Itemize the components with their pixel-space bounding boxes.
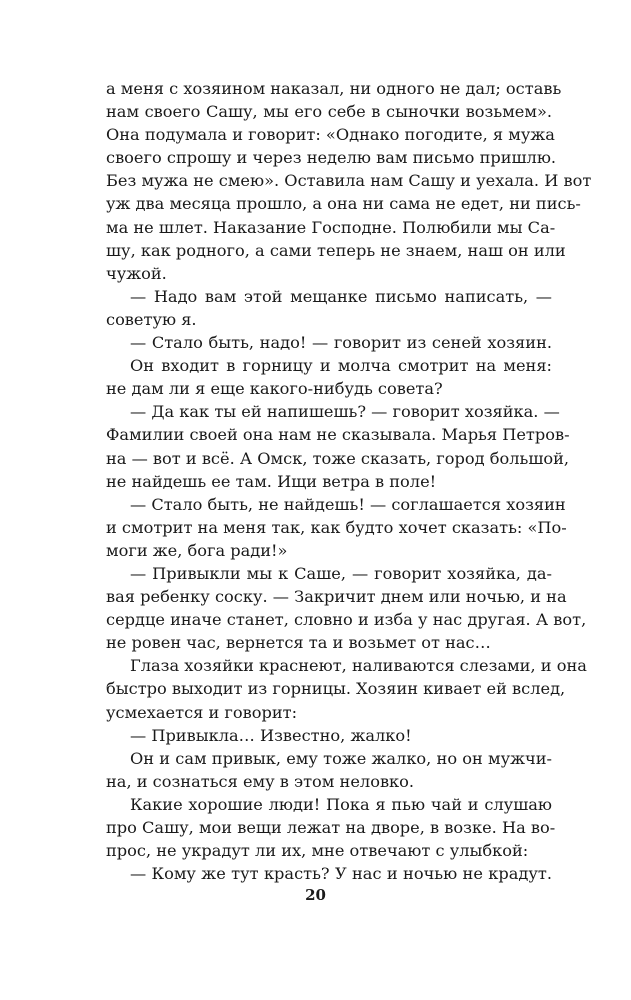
text-line: ма не шлет. Наказание Господне. Полюбили мы Са-	[106, 217, 556, 237]
text-line: уж два месяца прошло, а она ни сама не едет, ни пись-	[106, 194, 581, 214]
text-line: Глаза хозяйки краснеют, наливаются слезами, и она	[130, 656, 587, 676]
text-line: усмехается и говорит:	[106, 702, 298, 722]
text-line: на, и сознаться ему в этом неловко.	[106, 771, 415, 791]
text-line: советую я.	[106, 309, 197, 329]
text-line: Он и сам привык, ему тоже жалко, но он мужчи-	[130, 748, 552, 768]
text-line: — Привыкли мы к Саше, — говорит хозяйка, да-	[130, 563, 552, 583]
text-line: — Да как ты ей напишешь? — говорит хозяйка. —	[130, 402, 560, 422]
text-line: не ровен час, вернется та и возьмет от нас…	[106, 633, 491, 653]
text-line: Фамилии своей она нам не сказывала. Марья Петров-	[106, 425, 570, 445]
text-line: вая ребенку соску. — Закричит днем или ночью, и на	[106, 587, 567, 607]
page-number: 20	[305, 886, 326, 904]
text-line: своего спрошу и через неделю вам письмо пришлю.	[106, 148, 557, 168]
text-line: про Сашу, мои вещи лежат на дворе, в возке. На во-	[106, 818, 556, 837]
text-line: не дам ли я еще какого-нибудь совета?	[106, 379, 443, 399]
text-line: а меня с хозяином наказал, ни одного не дал; оставь	[106, 79, 562, 98]
text-line: — Привыкла… Известно, жалко!	[130, 725, 412, 745]
text-line: шу, как родного, а сами теперь не знаем, наш он или	[106, 240, 566, 260]
text-line: сердце иначе станет, словно и изба у нас другая. А вот,	[106, 610, 587, 630]
text-line: нам своего Сашу, мы его себе в сыночки возьмем».	[106, 102, 552, 122]
text-line: не найдешь ее там. Ищи ветра в поле!	[106, 471, 437, 491]
text-line: прос, не украдут ли их, мне отвечают с улыбкой:	[106, 841, 529, 861]
text-line: и смотрит на меня так, как будто хочет сказать: «По-	[106, 517, 567, 537]
text-line: — Кому же тут красть? У нас и ночью не крадут.	[130, 864, 552, 884]
text-line: на — вот и всё. А Омск, тоже сказать, город большой,	[106, 448, 570, 468]
text-line: Он входит в горницу и молча смотрит на меня:	[130, 356, 552, 376]
body-text	[106, 77, 592, 885]
text-line: — Надо вам этой мещанке письмо написать, —	[130, 286, 552, 306]
text-line: — Стало быть, надо! — говорит из сеней хозяин.	[130, 333, 552, 353]
text-line: Без мужа не смею». Оставила нам Сашу и уехала. И вот	[106, 171, 592, 191]
text-line: Она подумала и говорит: «Однако погодите, я мужа	[106, 125, 555, 145]
text-line: — Стало быть, не найдешь! — соглашается хозяин	[130, 494, 566, 514]
text-line: моги же, бога ради!»	[106, 540, 288, 560]
text-line: Какие хорошие люди! Пока я пью чай и слушаю	[130, 794, 552, 814]
text-line: быстро выходит из горницы. Хозяин кивает ей вслед,	[106, 679, 566, 699]
text-line: чужой.	[106, 263, 167, 283]
